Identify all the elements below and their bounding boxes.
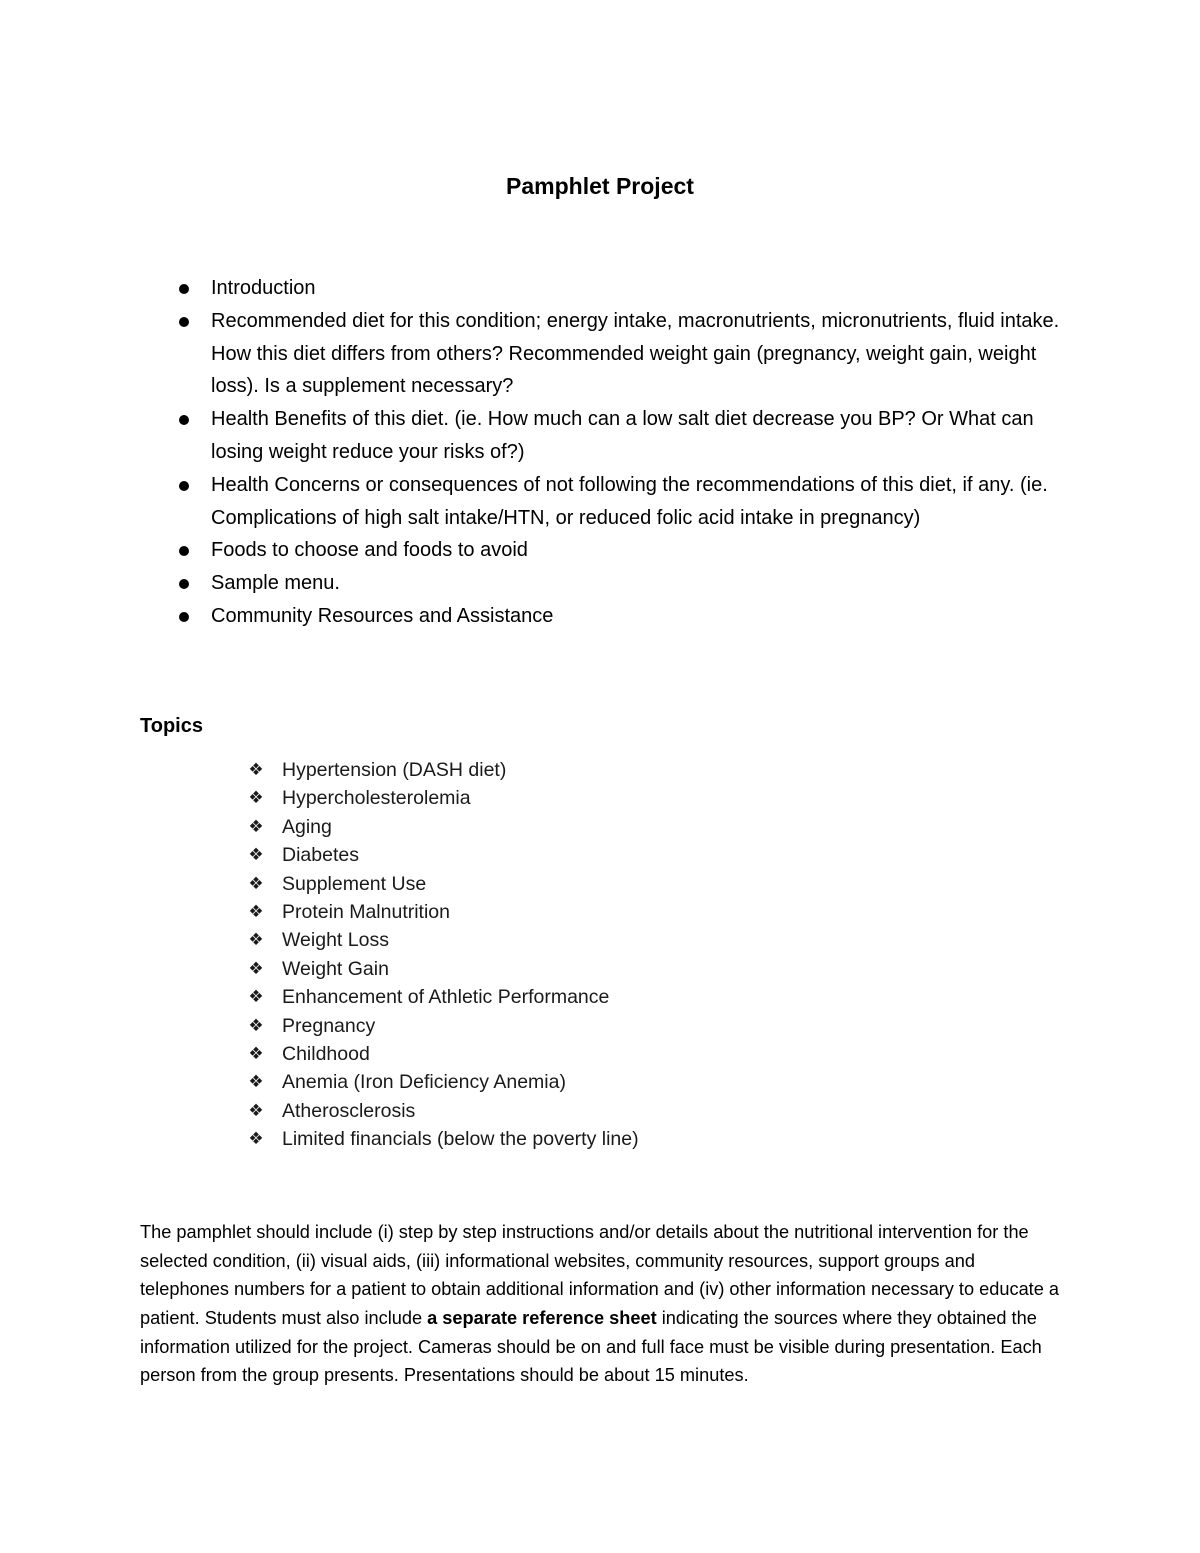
topics-heading: Topics bbox=[140, 715, 203, 737]
diamond-bullet-icon: ❖ bbox=[248, 1072, 264, 1092]
list-item-text: Community Resources and Assistance bbox=[211, 604, 554, 627]
topic-text: Pregnancy bbox=[282, 1014, 376, 1037]
diamond-bullet-icon: ❖ bbox=[248, 1129, 264, 1149]
list-item bbox=[172, 469, 1072, 535]
diamond-bullet-icon: ❖ bbox=[248, 760, 264, 779]
diamond-bullet-icon: ❖ bbox=[248, 987, 264, 1007]
topic-item bbox=[246, 841, 946, 869]
paragraph-text-after: indicating the sources where they obtained the information utilized for the project. Cameras should be on and full face must be visible during presentation. Each person from the group presents. Presentations should be about 15 minutes. bbox=[140, 1307, 1042, 1386]
page-title: Pamphlet Project bbox=[506, 173, 694, 199]
topic-item bbox=[246, 983, 946, 1011]
bullet-icon bbox=[179, 481, 189, 491]
list-item-text: Introduction bbox=[211, 277, 316, 299]
topic-text: Anemia (Iron Deficiency Anemia) bbox=[282, 1071, 566, 1094]
diamond-bullet-icon: ❖ bbox=[248, 788, 264, 808]
list-item bbox=[172, 534, 1072, 567]
topic-text: Weight Gain bbox=[282, 957, 389, 980]
bullet-icon bbox=[179, 415, 189, 425]
paragraph-text-before: The pamphlet should include (i) step by step instructions and/or details about the nutritional intervention for the selected condition, (ii) visual aids, (iii) informational websites, community resources, support groups and telephones numbers for a patient to obtain additional information and (iv) other information necessary to educate a patient. Students must also include bbox=[140, 1222, 1060, 1328]
topic-item bbox=[246, 926, 946, 954]
topic-item bbox=[246, 1040, 946, 1068]
topic-text: Atherosclerosis bbox=[282, 1099, 416, 1122]
list-item-text: Health Concerns or consequences of not following the recommendations of this diet, if any. (ie. Complications of high salt intake/HTN, or reduced folic acid intake in pregnancy) bbox=[211, 473, 1048, 529]
diamond-bullet-icon: ❖ bbox=[248, 1100, 264, 1120]
diamond-bullet-icon: ❖ bbox=[248, 873, 264, 893]
diamond-bullet-icon: ❖ bbox=[248, 902, 264, 922]
diamond-bullet-icon: ❖ bbox=[248, 1015, 264, 1035]
bullet-icon bbox=[179, 612, 189, 622]
diamond-bullet-icon: ❖ bbox=[248, 930, 264, 950]
topic-item bbox=[246, 1068, 946, 1096]
list-item bbox=[172, 272, 1072, 305]
diamond-bullet-icon: ❖ bbox=[248, 845, 264, 865]
topic-item bbox=[246, 1125, 946, 1153]
topic-text: Weight Loss bbox=[282, 929, 389, 952]
list-item-text: Recommended diet for this condition; energy intake, macronutrients, micronutrients, fluid intake. How this diet differs from others? Recommended weight gain (pregnancy, weight gain, weight loss). Is a supplement necessary? bbox=[211, 309, 1060, 398]
list-item-text: Sample menu. bbox=[211, 572, 340, 595]
list-item bbox=[172, 567, 1072, 600]
topic-item bbox=[246, 898, 946, 926]
topic-text: Limited financials (below the poverty line) bbox=[282, 1128, 639, 1151]
bullet-icon bbox=[179, 284, 189, 294]
topic-text: Aging bbox=[282, 815, 332, 838]
bullet-icon bbox=[179, 317, 189, 327]
topic-item bbox=[246, 955, 946, 983]
topic-item bbox=[246, 784, 946, 812]
topic-text: Protein Malnutrition bbox=[282, 901, 450, 924]
list-item bbox=[172, 600, 1072, 633]
topic-item bbox=[246, 813, 946, 841]
list-item bbox=[172, 403, 1072, 469]
topic-item bbox=[246, 1012, 946, 1040]
list-item bbox=[172, 305, 1072, 403]
topic-item bbox=[246, 870, 946, 898]
diamond-bullet-icon: ❖ bbox=[248, 816, 264, 836]
paragraph-bold-text: a separate reference sheet bbox=[427, 1307, 657, 1328]
bullet-icon bbox=[179, 579, 189, 589]
topic-text: Supplement Use bbox=[282, 872, 427, 895]
list-item-text: Foods to choose and foods to avoid bbox=[211, 539, 528, 562]
topic-text: Childhood bbox=[282, 1043, 370, 1066]
outline-list bbox=[172, 272, 1072, 633]
topics-list bbox=[246, 756, 946, 1154]
instructions-paragraph bbox=[140, 1218, 1065, 1390]
bullet-icon bbox=[179, 546, 189, 556]
topic-item bbox=[246, 756, 946, 784]
diamond-bullet-icon: ❖ bbox=[248, 958, 264, 978]
diamond-bullet-icon: ❖ bbox=[248, 1044, 264, 1064]
topic-item bbox=[246, 1097, 946, 1125]
topic-text: Diabetes bbox=[282, 844, 359, 867]
topic-text: Enhancement of Athletic Performance bbox=[282, 986, 610, 1009]
topic-text: Hypercholesterolemia bbox=[282, 787, 471, 810]
list-item-text: Health Benefits of this diet. (ie. How much can a low salt diet decrease you BP? Or What can losing weight reduce your risks of?) bbox=[211, 408, 1034, 463]
topic-text: Hypertension (DASH diet) bbox=[282, 759, 507, 781]
